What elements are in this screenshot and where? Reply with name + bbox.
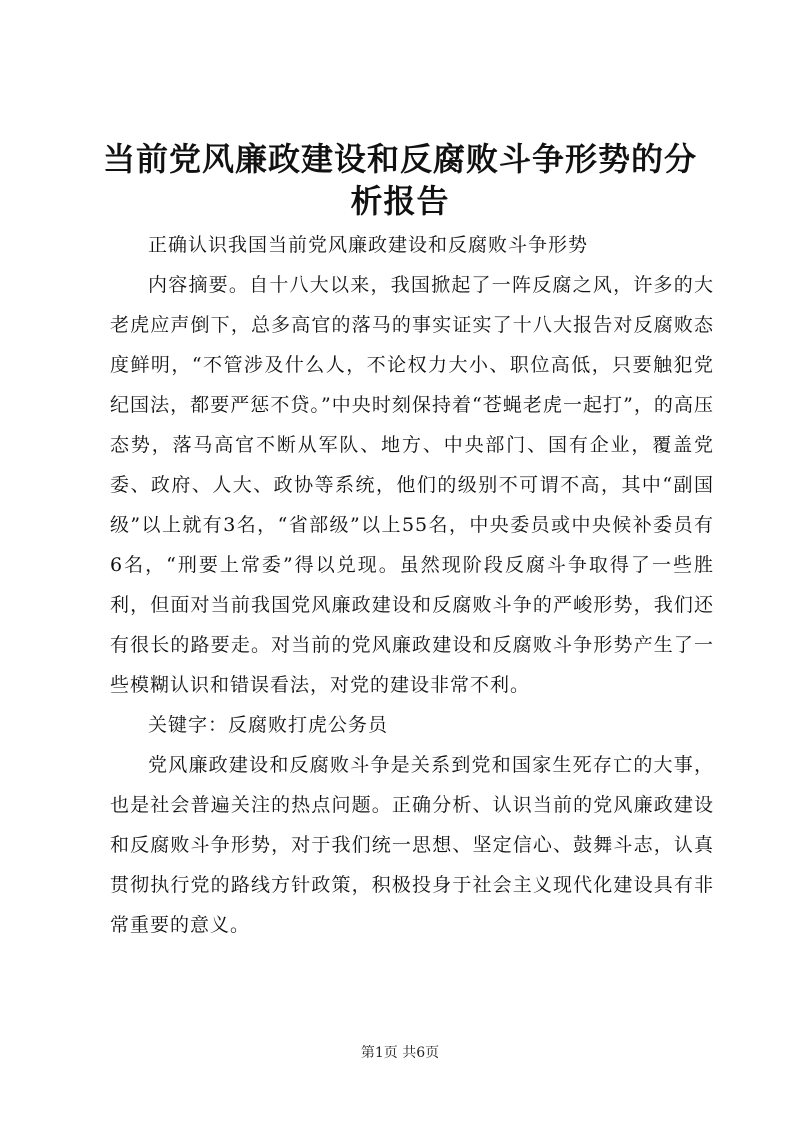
section-heading: 正确认识我国当前党风廉政建设和反腐败斗争形势: [148, 234, 589, 256]
document-title: 当前党风廉政建设和反腐败斗争形势的分析报告: [102, 140, 697, 220]
page-footer: 第1页 共6页: [360, 1045, 440, 1061]
document-body: [110, 225, 714, 945]
intro-paragraph: 党风廉政建设和反腐败斗争是关系到党和国家生死存亡的大事，也是社会普遍关注的热点问题。正确分析、认识当前的党风廉政建设和反腐败斗争形势，对于我们统一思想、坚定信心、鼓舞斗志，认真贯彻执行党的路线方针政策，积极投身于社会主义现代化建设具有非常重要的意义。: [110, 754, 714, 936]
abstract-paragraph: 内容摘要。自十八大以来，我国掀起了一阵反腐之风，许多的大老虎应声倒下，总多高官的落马的事实证实了十八大报告对反腐败态度鲜明，“不管涉及什么人，不论权力大小、职位高低，只要触犯党纪国法，都要严惩不贷。”中央时刻保持着“苍蝇老虎一起打”，的高压态势，落马高官不断从军队、地方、中央部门、国有企业，覆盖党委、政府、人大、政协等系统，他们的级别不可谓不高，其中“副国级”以上就有3名，“省部级”以上55名，中央委员或中央候补委员有6名，“刑要上常委”得以兑现。虽然现阶段反腐斗争取得了一些胜利，但面对当前我国党风廉政建设和反腐败斗争的严峻形势，我们还有很长的路要走。对当前的党风廉政建设和反腐败斗争形势产生了一些模糊认识和错误看法，对党的建设非常不利。: [110, 274, 714, 696]
keywords-line: 关键字：反腐败打虎公务员: [148, 714, 389, 736]
